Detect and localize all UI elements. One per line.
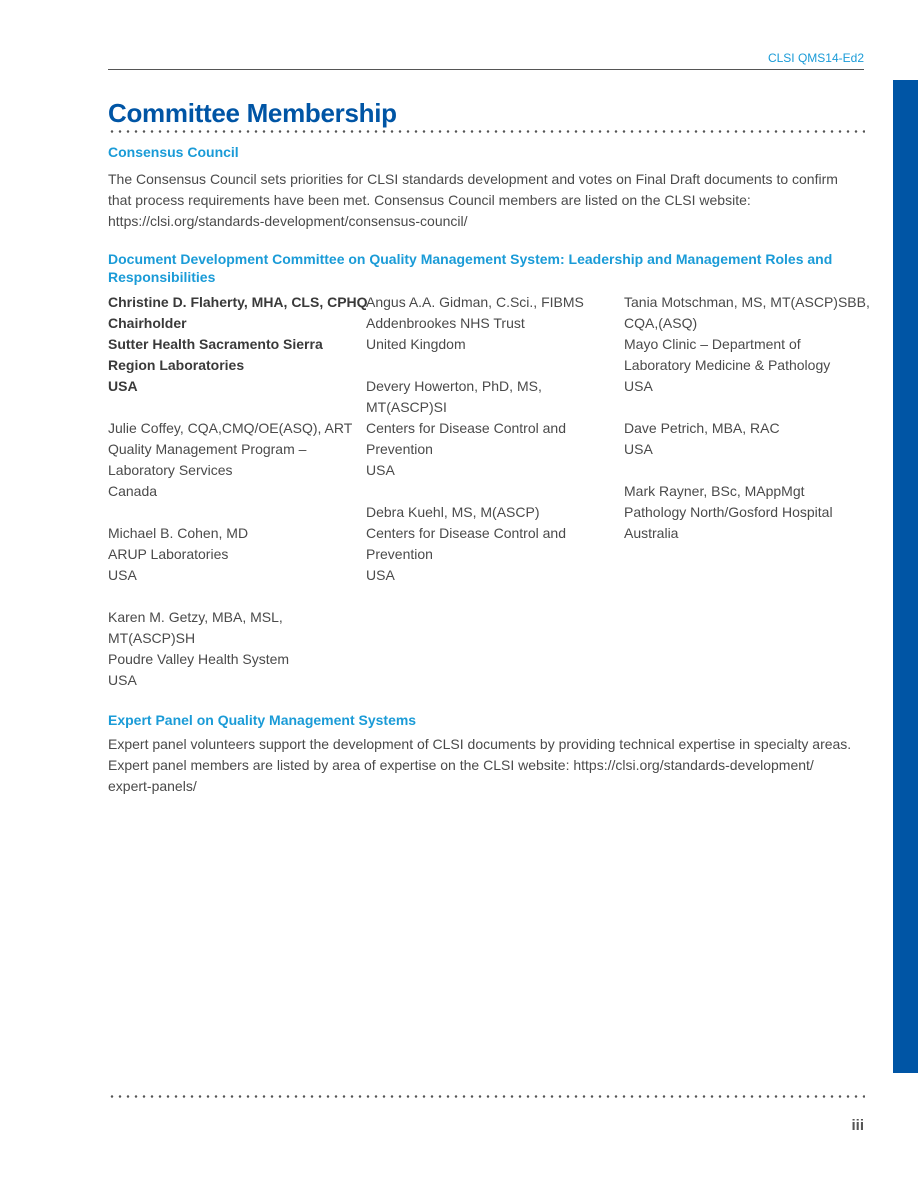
member-line: USA [366, 462, 395, 478]
member-line: Michael B. Cohen, MD [108, 525, 249, 541]
member-line: USA [108, 672, 137, 688]
member-line: Quality Management Program – [108, 441, 307, 457]
member-line: USA [108, 378, 138, 394]
member-line: USA [624, 378, 653, 394]
member-line: Region Laboratories [108, 357, 245, 373]
member-line: Julie Coffey, CQA,CMQ/OE(ASQ), ART [108, 420, 353, 436]
member-line: Canada [108, 483, 158, 499]
consensus-council-text: The Consensus Council sets priorities for CLSI standards development and votes on Final Draft documents to confirm that process requirements have been met. Consensus Council members are listed on the CLSI website: https://clsi.org/standards-development/consensus-council/ [108, 171, 838, 229]
side-tab-bar [893, 80, 918, 1073]
member-entry [624, 418, 876, 460]
member-entry [624, 481, 876, 544]
member-line: USA [624, 441, 653, 457]
committee-heading: Document Development Committee on Quality Management System: Leadership and Management Roles and Responsibilities [108, 251, 833, 285]
title-dotted-divider [108, 130, 865, 133]
member-line: Centers for Disease Control and [366, 420, 566, 436]
page-title: Committee Membership [108, 98, 397, 128]
consensus-council-heading: Consensus Council [108, 144, 239, 160]
member-line: United Kingdom [366, 336, 466, 352]
member-line: Mark Rayner, BSc, MAppMgt [624, 483, 805, 499]
member-line: Pathology North/Gosford Hospital [624, 504, 833, 520]
document-code: CLSI QMS14-Ed2 [767, 51, 864, 65]
member-entry [366, 502, 618, 586]
member-line: Laboratory Services [108, 462, 233, 478]
member-line: Angus A.A. Gidman, C.Sci., FIBMS [366, 294, 584, 310]
member-entry [108, 418, 360, 502]
member-entry [366, 292, 618, 355]
member-line: Centers for Disease Control and [366, 525, 566, 541]
expert-panel-heading: Expert Panel on Quality Management Systems [108, 712, 417, 728]
footer-dotted-divider [108, 1095, 865, 1098]
member-entry [108, 292, 368, 397]
member-line: Mayo Clinic – Department of [624, 336, 801, 352]
member-entry [108, 607, 360, 691]
members-column-3 [624, 292, 876, 565]
member-line: MT(ASCP)SH [108, 630, 196, 646]
member-entry [624, 292, 876, 397]
member-entry [108, 523, 360, 586]
member-line: Laboratory Medicine & Pathology [624, 357, 831, 373]
member-entry [366, 376, 618, 481]
member-line: ARUP Laboratories [108, 546, 229, 562]
member-line: Tania Motschman, MS, MT(ASCP)SBB, [624, 294, 870, 310]
expert-panel-text: Expert panel volunteers support the development of CLSI documents by providing technical expertise in specialty areas. Expert panel members are listed by area of expertise on the CLSI website: https://clsi.org/standards-development/ expert-panels/ [108, 736, 852, 794]
members-column-2 [366, 292, 618, 607]
member-line: USA [108, 567, 137, 583]
member-line: Prevention [366, 441, 433, 457]
member-line: Dave Petrich, MBA, RAC [624, 420, 780, 436]
member-line: Christine D. Flaherty, MHA, CLS, CPHQ [108, 294, 368, 310]
member-line: MT(ASCP)SI [366, 399, 447, 415]
member-line: CQA,(ASQ) [624, 315, 698, 331]
member-line: Prevention [366, 546, 433, 562]
member-line: Poudre Valley Health System [108, 651, 290, 667]
page-number: iii [851, 1117, 864, 1134]
member-line: Chairholder [108, 315, 187, 331]
member-line: USA [366, 567, 395, 583]
member-line: Karen M. Getzy, MBA, MSL, [108, 609, 283, 625]
member-line: Sutter Health Sacramento Sierra [108, 336, 323, 352]
members-column-1 [108, 292, 368, 712]
member-line: Addenbrookes NHS Trust [366, 315, 525, 331]
member-line: Devery Howerton, PhD, MS, [366, 378, 542, 394]
member-line: Debra Kuehl, MS, M(ASCP) [366, 504, 540, 520]
member-line: Australia [624, 525, 679, 541]
header-rule [108, 69, 864, 70]
